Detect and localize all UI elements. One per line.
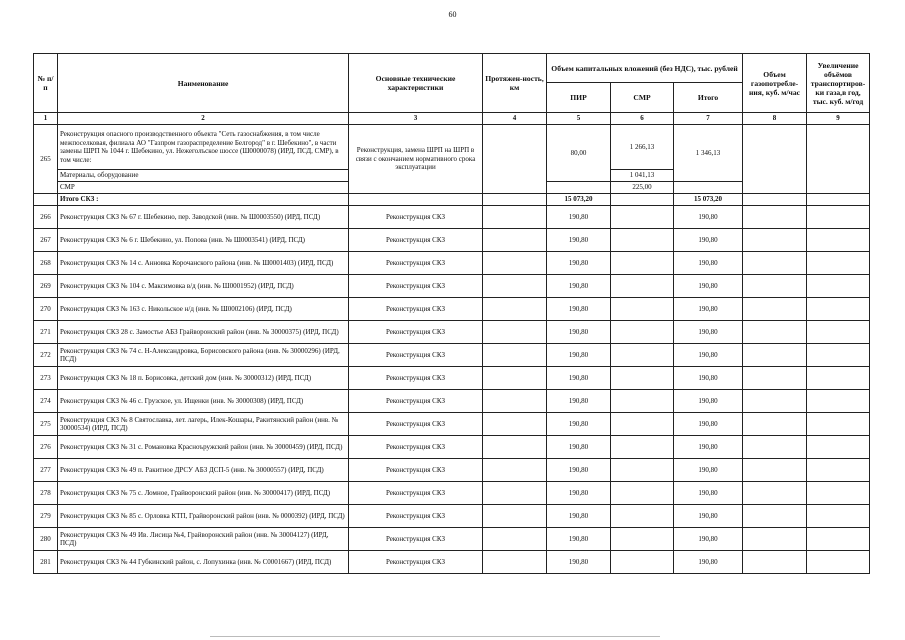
- row-total: 190,80: [674, 505, 743, 528]
- row-pir: 190,80: [547, 252, 611, 275]
- row-smr: [611, 275, 674, 298]
- row-num: 271: [34, 321, 58, 344]
- row-num: 269: [34, 275, 58, 298]
- table-row: [34, 505, 870, 528]
- row-name: Реконструкция СКЗ № 74 с. Н-Александровка, Борисовского района (инв. № 30000296) (ИРД, ПСД): [58, 344, 349, 367]
- row-smr: [611, 298, 674, 321]
- header-capital: Объем капитальных вложений (без НДС), тыс. рублей: [547, 54, 743, 83]
- header-total: Итого: [674, 83, 743, 113]
- row-num: 279: [34, 505, 58, 528]
- row-name: Реконструкция СКЗ № 44 Губкинский район, с. Лопухинка (инв. № С0001667) (ИРД, ПСД): [58, 551, 349, 574]
- table-row: [34, 413, 870, 436]
- page-number: 60: [448, 10, 457, 19]
- row-pir: 190,80: [547, 436, 611, 459]
- table-row: [34, 206, 870, 229]
- row-gas-volume: [743, 125, 807, 194]
- column-number: 3: [349, 113, 483, 125]
- row-name: Реконструкция опасного производственного объекта "Сеть газоснабжения, в том числе межпоселковая, филиала АО "Газпром газораспределение Белгород" в г. Шебекино", в части замены ШРП № 1044 г. Шебекино, ул. Нежеголъское шоссе (Ш0000078) (ИРД, ПСД, СМР), в том числе:: [58, 125, 349, 170]
- subrow-smr: 225,00: [611, 182, 674, 194]
- header-num: № п/п: [34, 54, 58, 113]
- row-tech: Реконструкция СКЗ: [349, 436, 483, 459]
- row-name: Реконструкция СКЗ № 14 с. Анновка Корочанского района (инв. № Ш0001403) (ИРД, ПСД): [58, 252, 349, 275]
- row-num: 266: [34, 206, 58, 229]
- row-smr: [611, 367, 674, 390]
- row-tech: Реконструкция СКЗ: [349, 229, 483, 252]
- row-name: Реконструкция СКЗ 28 с. Замостье АБЗ Грайворонский район (инв. № 30000375) (ИРД, ПСД): [58, 321, 349, 344]
- row-tech: Реконструкция СКЗ: [349, 551, 483, 574]
- row-num: 280: [34, 528, 58, 551]
- table-row: [34, 344, 870, 367]
- table-row-265: [34, 125, 870, 170]
- row-name: Реконструкция СКЗ № 75 с. Ломное, Грайворонский район (инв. № 30000417) (ИРД, ПСД): [58, 482, 349, 505]
- row-pir: 190,80: [547, 298, 611, 321]
- column-number: 8: [743, 113, 807, 125]
- row-smr: [611, 229, 674, 252]
- row-length: [483, 528, 547, 551]
- row-gas-volume: [743, 206, 807, 229]
- row-gas-volume: [743, 390, 807, 413]
- investment-table: [33, 53, 870, 574]
- row-name: Реконструкция СКЗ № 104 с. Максимовка в/д (инв. № Ш0001952) (ИРД, ПСД): [58, 275, 349, 298]
- column-number: 1: [34, 113, 58, 125]
- table-row: [34, 298, 870, 321]
- row-tech: Реконструкция СКЗ: [349, 275, 483, 298]
- row-pir: 190,80: [547, 551, 611, 574]
- row-name: Реконструкция СКЗ № 67 г. Шебекино, пер. Заводской (инв. № Ш0003550) (ИРД, ПСД): [58, 206, 349, 229]
- row-increase: [807, 367, 870, 390]
- row-name: Реконструкция СКЗ № 163 с. Никольское н/д (инв. № Ш0002106) (ИРД, ПСД): [58, 298, 349, 321]
- column-number: 5: [547, 113, 611, 125]
- row-length: [483, 252, 547, 275]
- row-tech: Реконструкция СКЗ: [349, 459, 483, 482]
- table-row: [34, 459, 870, 482]
- row-total: 190,80: [674, 528, 743, 551]
- row-smr: [611, 528, 674, 551]
- header-name: Наименование: [58, 54, 349, 113]
- row-smr: [611, 252, 674, 275]
- row-tech: Реконструкция СКЗ: [349, 206, 483, 229]
- row-increase: [807, 482, 870, 505]
- row-increase: [807, 125, 870, 194]
- row-length: [483, 298, 547, 321]
- total-smr: [611, 194, 674, 206]
- row-total: 190,80: [674, 275, 743, 298]
- row-name: Реконструкция СКЗ № 49 Ив. Лисица №4, Грайворонский район (инв. № 30004127) (ИРД, ПСД): [58, 528, 349, 551]
- column-number: 2: [58, 113, 349, 125]
- row-gas-volume: [743, 229, 807, 252]
- table-row: [34, 367, 870, 390]
- table-row: [34, 390, 870, 413]
- row-pir: 80,00: [547, 125, 611, 182]
- row-increase: [807, 298, 870, 321]
- row-tech: Реконструкция, замена ШРП на ШРП в связи с окончанием нормативного срока эксплуатации: [349, 125, 483, 194]
- row-length: [483, 390, 547, 413]
- row-increase: [807, 252, 870, 275]
- table-row: [34, 436, 870, 459]
- total-total: 15 073,20: [674, 194, 743, 206]
- row-length: [483, 459, 547, 482]
- table-row: [34, 229, 870, 252]
- subrow-name: СМР: [58, 182, 349, 194]
- row-gas-volume: [743, 275, 807, 298]
- row-smr: [611, 436, 674, 459]
- row-tech: Реконструкция СКЗ: [349, 321, 483, 344]
- row-length: [483, 367, 547, 390]
- row-name: Реконструкция СКЗ № 18 п. Борисовка, детский дом (инв. № 30000312) (ИРД, ПСД): [58, 367, 349, 390]
- row-total: 190,80: [674, 390, 743, 413]
- row-num: 272: [34, 344, 58, 367]
- row-total: 190,80: [674, 367, 743, 390]
- row-num: 267: [34, 229, 58, 252]
- row-total: 190,80: [674, 436, 743, 459]
- row-smr: [611, 482, 674, 505]
- row-tech: Реконструкция СКЗ: [349, 298, 483, 321]
- row-num: 273: [34, 367, 58, 390]
- row-length: [483, 482, 547, 505]
- row-length: [483, 206, 547, 229]
- row-num: 275: [34, 413, 58, 436]
- row-tech: Реконструкция СКЗ: [349, 390, 483, 413]
- row-smr: [611, 390, 674, 413]
- row-increase: [807, 344, 870, 367]
- row-total: 1 346,13: [674, 125, 743, 182]
- row-smr: 1 266,13: [611, 125, 674, 170]
- row-total: 190,80: [674, 321, 743, 344]
- row-increase: [807, 413, 870, 436]
- header-length: Протяжен-ность, км: [483, 54, 547, 113]
- row-smr: [611, 505, 674, 528]
- row-increase: [807, 229, 870, 252]
- row-total: 190,80: [674, 344, 743, 367]
- row-gas-volume: [743, 321, 807, 344]
- total-increase: [807, 194, 870, 206]
- row-pir: 190,80: [547, 321, 611, 344]
- row-tech: Реконструкция СКЗ: [349, 367, 483, 390]
- total-tech: [349, 194, 483, 206]
- column-number: 6: [611, 113, 674, 125]
- row-length: [483, 436, 547, 459]
- row-pir: 190,80: [547, 505, 611, 528]
- row-smr: [611, 551, 674, 574]
- header-tech: Основные технические характеристики: [349, 54, 483, 113]
- row-increase: [807, 551, 870, 574]
- row-smr: [611, 321, 674, 344]
- total-label: Итого СКЗ :: [58, 194, 349, 206]
- row-gas-volume: [743, 252, 807, 275]
- row-increase: [807, 275, 870, 298]
- row-name: Реконструкция СКЗ № 85 с. Орловка КТП, Грайворонский район (инв. № 0000392) (ИРД, ПСД): [58, 505, 349, 528]
- row-gas-volume: [743, 459, 807, 482]
- row-increase: [807, 505, 870, 528]
- row-total: 190,80: [674, 229, 743, 252]
- row-increase: [807, 436, 870, 459]
- row-length: [483, 551, 547, 574]
- row-gas-volume: [743, 482, 807, 505]
- table-row: [34, 482, 870, 505]
- row-num: 270: [34, 298, 58, 321]
- row-num: 265: [34, 125, 58, 194]
- row-total: 190,80: [674, 298, 743, 321]
- table-row: [34, 252, 870, 275]
- row-increase: [807, 206, 870, 229]
- row-name: Реконструкция СКЗ № 8 Святославка, лет. лагерь, Илек-Кошары, Ракитянский район (инв. № 30000534) (ИРД, ПСД): [58, 413, 349, 436]
- header-gas-volume: Объем газопотребле-ния, куб. м/час: [743, 54, 807, 113]
- row-total: 190,80: [674, 252, 743, 275]
- row-length: [483, 344, 547, 367]
- row-num: 268: [34, 252, 58, 275]
- row-smr: [611, 206, 674, 229]
- total-length: [483, 194, 547, 206]
- total-pir: 15 073,20: [547, 194, 611, 206]
- row-num: 277: [34, 459, 58, 482]
- row-length: [483, 275, 547, 298]
- row-total: 190,80: [674, 206, 743, 229]
- scan-edge: [210, 636, 660, 637]
- row-name: Реконструкция СКЗ № 46 с. Грузское, ул. Ищенки (инв. № 30000308) (ИРД, ПСД): [58, 390, 349, 413]
- row-length: [483, 505, 547, 528]
- row-tech: Реконструкция СКЗ: [349, 528, 483, 551]
- row-gas-volume: [743, 505, 807, 528]
- row-tech: Реконструкция СКЗ: [349, 505, 483, 528]
- table-row: [34, 321, 870, 344]
- skz-total-row: [34, 194, 870, 206]
- row-tech: Реконструкция СКЗ: [349, 413, 483, 436]
- row-pir: 190,80: [547, 413, 611, 436]
- row-total: 190,80: [674, 551, 743, 574]
- total-gas-volume: [743, 194, 807, 206]
- row-tech: Реконструкция СКЗ: [349, 252, 483, 275]
- item-rows: [34, 206, 870, 574]
- row-length: [483, 321, 547, 344]
- table-row: [34, 551, 870, 574]
- column-number: 4: [483, 113, 547, 125]
- row-pir: 190,80: [547, 229, 611, 252]
- row-increase: [807, 459, 870, 482]
- total-num: [34, 194, 58, 206]
- row-smr: [611, 344, 674, 367]
- row-gas-volume: [743, 528, 807, 551]
- row-num: 274: [34, 390, 58, 413]
- table-row: [34, 275, 870, 298]
- row-increase: [807, 528, 870, 551]
- row-gas-volume: [743, 551, 807, 574]
- row-tech: Реконструкция СКЗ: [349, 344, 483, 367]
- row-num: 278: [34, 482, 58, 505]
- row-gas-volume: [743, 413, 807, 436]
- row-pir: 190,80: [547, 344, 611, 367]
- header-pir: ПИР: [547, 83, 611, 113]
- row-num: 276: [34, 436, 58, 459]
- row-total: 190,80: [674, 482, 743, 505]
- row-total: 190,80: [674, 459, 743, 482]
- row-pir: 190,80: [547, 482, 611, 505]
- row-gas-volume: [743, 367, 807, 390]
- column-number: 9: [807, 113, 870, 125]
- header-increase: Увеличение объёмов транспортиров-ки газа,в год, тыс. куб. м/год: [807, 54, 870, 113]
- row-gas-volume: [743, 298, 807, 321]
- row-num: 281: [34, 551, 58, 574]
- column-number-row: [34, 113, 870, 125]
- subrow-pir: [547, 182, 611, 194]
- subrow-smr: 1 041,13: [611, 170, 674, 182]
- subrow-total: [674, 182, 743, 194]
- table-row: [34, 528, 870, 551]
- row-smr: [611, 459, 674, 482]
- row-name: Реконструкция СКЗ № 31 с. Романовка Красноъружский район (инв. № 30000459) (ИРД, ПСД): [58, 436, 349, 459]
- row-tech: Реконструкция СКЗ: [349, 482, 483, 505]
- row-total: 190,80: [674, 413, 743, 436]
- row-name: Реконструкция СКЗ № 6 г. Шебекино, ул. Попова (инв. № Ш0003541) (ИРД, ПСД): [58, 229, 349, 252]
- row-increase: [807, 321, 870, 344]
- subrow-name: Материалы, оборудование: [58, 170, 349, 182]
- row-gas-volume: [743, 436, 807, 459]
- row-pir: 190,80: [547, 390, 611, 413]
- row-length: [483, 229, 547, 252]
- row-pir: 190,80: [547, 275, 611, 298]
- row-length: [483, 125, 547, 194]
- row-increase: [807, 390, 870, 413]
- header-smr: СМР: [611, 83, 674, 113]
- row-smr: [611, 413, 674, 436]
- row-pir: 190,80: [547, 528, 611, 551]
- row-length: [483, 413, 547, 436]
- row-pir: 190,80: [547, 459, 611, 482]
- row-name: Реконструкция СКЗ № 49 п. Ракитное ДРСУ АБЗ ДСП-5 (инв. № 30000557) (ИРД, ПСД): [58, 459, 349, 482]
- row-pir: 190,80: [547, 206, 611, 229]
- row-pir: 190,80: [547, 367, 611, 390]
- column-number: 7: [674, 113, 743, 125]
- row-gas-volume: [743, 344, 807, 367]
